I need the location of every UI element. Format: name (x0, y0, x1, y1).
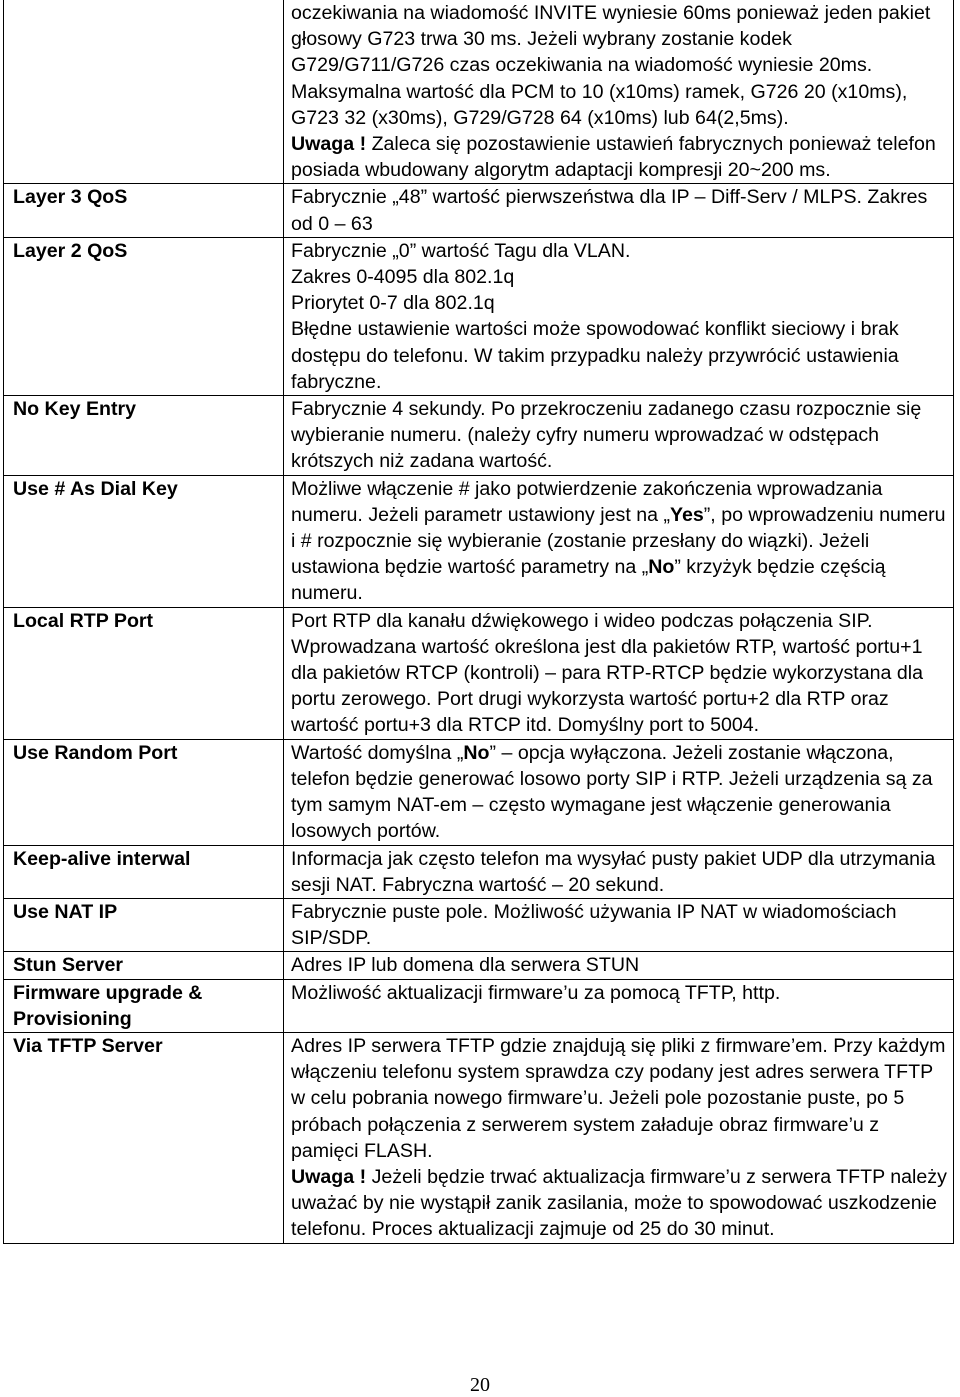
table-row (4, 396, 954, 476)
emphasis-text: No (648, 556, 675, 579)
body-text: Adres IP lub domena dla serwera STUN (291, 954, 640, 977)
body-text: Fabrycznie puste pole. Możliwość używania IP NAT w wiadomościach SIP/SDP. (291, 900, 897, 950)
description-paragraph (291, 740, 947, 845)
parameter-description (284, 184, 954, 237)
parameter-description (284, 979, 954, 1032)
parameter-name: Firmware upgrade & Provisioning (4, 979, 284, 1032)
table-row (4, 952, 954, 979)
body-text: Priorytet 0-7 dla 802.1q (291, 292, 495, 315)
page-number: 20 (470, 1374, 490, 1396)
emphasis-text: No (463, 741, 490, 764)
body-text: Fabrycznie „0” wartość Tagu dla VLAN. (291, 239, 631, 262)
description-paragraph (291, 952, 947, 978)
body-text: Maksymalna wartość dla PCM to 10 (x10ms) ramek, G726 20 (x10ms), G723 32 (x30ms), G729/G728 64 (x10ms) lub 64(2,5ms). (291, 80, 908, 129)
parameter-name: Use NAT IP (4, 898, 284, 951)
table-row (4, 184, 954, 237)
body-text: ” krzyżyk będzie częścią numeru. (291, 556, 886, 605)
body-text: Zaleca się pozostawienie ustawień fabrycznych ponieważ telefon posiada wbudowany algorytm adaptacji kompresji 20~200 ms. (291, 133, 936, 182)
body-text: ” – opcja wyłączona. Jeżeli zostanie włączona, telefon będzie generować losowo porty SIP i RTP. Jeżeli urządzenia są za tym samym NAT-em – często wymagane jest włączenie generowania losowych portów. (291, 741, 933, 843)
body-text: ”, po wprowadzeniu numeru i # rozpocznie się wybieranie (zostanie przesłany do wiązki). Jeżeli ustawiona będzie wartość parametry na „ (291, 503, 946, 579)
table-row (4, 898, 954, 951)
table-row (4, 845, 954, 898)
parameter-name: Use # As Dial Key (4, 475, 284, 607)
body-text: Jeżeli będzie trwać aktualizacja firmware’u z serwera TFTP należy uważać by nie wystąpił zanik zasilania, może to spowodować uszkodzenie telefonu. Proces aktualizacji zajmuje od 25 do 30 minut. (291, 1165, 947, 1241)
parameter-table (3, 0, 954, 1244)
parameter-name (4, 0, 284, 184)
parameter-description (284, 952, 954, 979)
parameter-name: Stun Server (4, 952, 284, 979)
table-row (4, 979, 954, 1032)
description-paragraph (291, 184, 947, 236)
parameter-name: Use Random Port (4, 739, 284, 845)
description-paragraph (291, 79, 947, 131)
body-text: Możliwość aktualizacji firmware’u za pomocą TFTP, http. (291, 981, 781, 1004)
description-paragraph (291, 131, 947, 183)
emphasis-text: Uwaga ! (291, 1165, 367, 1188)
table-row (4, 475, 954, 607)
parameter-description (284, 1032, 954, 1243)
body-text: Zakres 0-4095 dla 802.1q (291, 266, 515, 289)
description-paragraph (291, 980, 947, 1006)
parameter-description (284, 845, 954, 898)
description-paragraph (291, 290, 947, 316)
description-paragraph (291, 396, 947, 475)
body-text: Adres IP serwera TFTP gdzie znajdują się pliki z firmware’em. Przy każdym włączeniu telefonu system sprawdza czy podany jest adres serwera TFTP w celu pobrania nowego firmware’u. Jeżeli pole pozostanie puste, po 5 próbach połączenia z serwerem system załaduje obraz firmware’u z pamięci FLASH. (291, 1034, 946, 1162)
parameter-name: Keep-alive interwal (4, 845, 284, 898)
table-row (4, 237, 954, 395)
emphasis-text: Yes (669, 503, 704, 526)
description-paragraph (291, 238, 947, 264)
parameter-name: Via TFTP Server (4, 1032, 284, 1243)
description-paragraph (291, 1033, 947, 1164)
body-text: Fabrycznie „48” wartość pierwszeństwa dla IP – Diff-Serv / MLPS. Zakres od 0 – 63 (291, 186, 928, 235)
description-paragraph (291, 608, 947, 739)
description-paragraph (291, 476, 947, 607)
parameter-description (284, 898, 954, 951)
parameter-description (284, 475, 954, 607)
table-row (4, 1032, 954, 1243)
parameter-name: Layer 2 QoS (4, 237, 284, 395)
body-text: oczekiwania na wiadomość INVITE wyniesie 60ms ponieważ jeden pakiet głosowy G723 trwa 30 ms. Jeżeli wybrany zostanie kodek G729/G711/G726 czas oczekiwania na wiadomość wyniesie 20ms. (291, 2, 931, 77)
parameter-description (284, 739, 954, 845)
body-text: Fabrycznie 4 sekundy. Po przekroczeniu zadanego czasu rozpocznie się wybieranie numeru. (należy cyfry numeru wprowadzać w odstępach krótszych niż zadana wartość. (291, 398, 922, 473)
table-row (4, 0, 954, 184)
description-paragraph (291, 0, 947, 79)
emphasis-text: Uwaga ! (291, 133, 367, 156)
description-paragraph (291, 264, 947, 290)
description-paragraph (291, 316, 947, 395)
description-paragraph (291, 846, 947, 898)
body-text: Port RTP dla kanału dźwiękowego i wideo podczas połączenia SIP. Wprowadzana wartość określona jest dla pakietów RTP, wartość portu+1 dla pakietów RTCP (kontroli) – para RTP-RTCP będzie wykorzystana dla portu zerowego. Port drugi wykorzysta wartość portu+2 dla RTP oraz wartość portu+3 dla RTCP itd. Domyślny port to 5004. (291, 609, 923, 737)
parameter-description (284, 0, 954, 184)
description-paragraph (291, 1164, 947, 1243)
parameter-description (284, 396, 954, 476)
table-row (4, 739, 954, 845)
parameter-name: No Key Entry (4, 396, 284, 476)
parameter-description (284, 607, 954, 739)
parameter-name: Local RTP Port (4, 607, 284, 739)
description-paragraph (291, 899, 947, 951)
body-text: Możliwe włączenie # jako potwierdzenie zakończenia wprowadzania numeru. Jeżeli parametr ustawiony jest na „ (291, 477, 883, 526)
table-row (4, 607, 954, 739)
parameter-name: Layer 3 QoS (4, 184, 284, 237)
body-text: Wartość domyślna „ (291, 741, 464, 764)
parameter-description (284, 237, 954, 395)
body-text: Informacja jak często telefon ma wysyłać pusty pakiet UDP dla utrzymania sesji NAT. Fabryczna wartość – 20 sekund. (291, 847, 936, 896)
body-text: Błędne ustawienie wartości może spowodować konflikt sieciowy i brak dostępu do telefonu. W takim przypadku należy przywrócić ustawienia fabryczne. (291, 318, 899, 393)
